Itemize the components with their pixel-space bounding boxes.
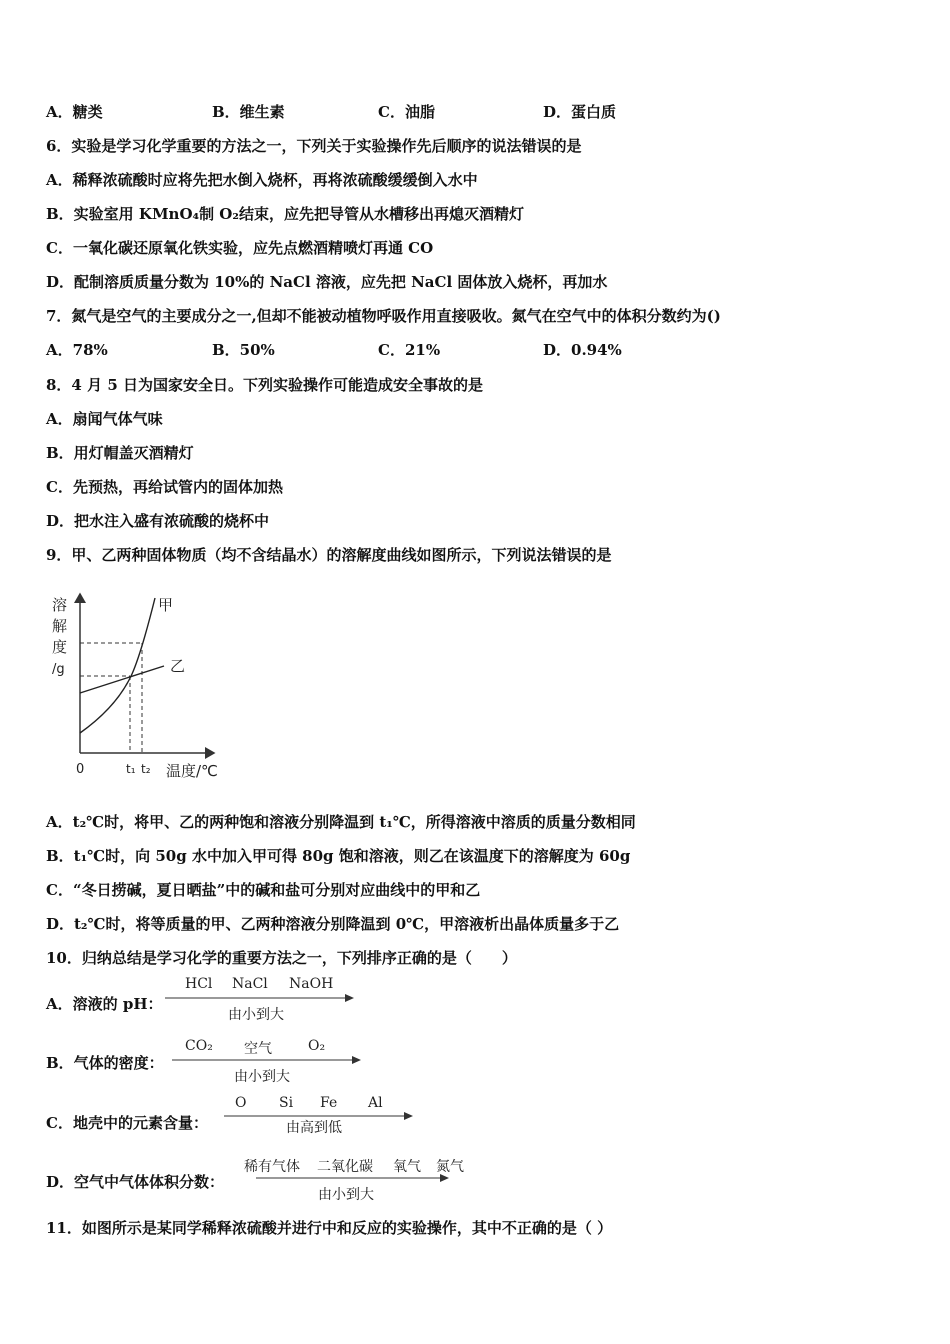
q10-option-b-label: B．气体的密度： — [46, 1054, 164, 1072]
q8-option-b: B．用灯帽盖灭酒精灯 — [46, 444, 194, 462]
q10-d-item-2: 二氧化碳 — [317, 1159, 373, 1175]
q10-d-item-3: 氧气 — [393, 1159, 421, 1175]
t1-label: t₁ — [126, 762, 136, 776]
x-axis-label: 温度/℃ — [166, 762, 218, 780]
series-label-yi: 乙 — [170, 657, 186, 675]
q10-d-arrow-label: 由小到大 — [318, 1187, 374, 1203]
q10-b-arrow-label: 由小到大 — [234, 1069, 290, 1085]
q7-stem: 7．氮气是空气的主要成分之一,但却不能被动植物呼吸作用直接吸收。氮气在空气中的体积分数约为() — [46, 307, 721, 325]
q5-option-d: D．蛋白质 — [543, 103, 617, 121]
y-label-char-1: 溶 — [52, 596, 68, 614]
q10-c-item-4: Al — [368, 1095, 383, 1111]
origin-label: 0 — [76, 762, 85, 777]
q7-option-a: A．78% — [46, 341, 108, 359]
q10-b-arrow — [172, 1054, 364, 1066]
q8-option-a: A．扇闻气体气味 — [46, 410, 163, 428]
q8-option-d: D．把水注入盛有浓硫酸的烧杯中 — [46, 512, 270, 530]
q10-a-arrow-label: 由小到大 — [228, 1007, 284, 1023]
q6-option-c: C．一氧化碳还原氧化铁实验，应先点燃酒精喷灯再通 CO — [46, 239, 434, 257]
q10-option-d-label: D．空气中气体体积分数： — [46, 1173, 225, 1191]
series-label-jia: 甲 — [158, 596, 174, 614]
q9-stem: 9．甲、乙两种固体物质（均不含结晶水）的溶解度曲线如图所示，下列说法错误的是 — [46, 546, 612, 564]
q10-a-item-3: NaOH — [289, 976, 334, 992]
q10-c-item-2: Si — [279, 1095, 294, 1111]
solubility-curve-figure — [44, 588, 234, 788]
q5-option-a: A．糖类 — [46, 103, 103, 121]
q10-c-item-3: Fe — [320, 1095, 338, 1111]
q10-a-arrow — [165, 992, 357, 1004]
q6-option-a: A．稀释浓硫酸时应将先把水倒入烧杯，再将浓硫酸缓缓倒入水中 — [46, 171, 478, 189]
q10-b-item-3: O₂ — [308, 1038, 326, 1054]
q10-a-item-2: NaCl — [232, 976, 268, 992]
q9-option-d: D．t₂℃时，将等质量的甲、乙两种溶液分别降温到 0℃，甲溶液析出晶体质量多于乙 — [46, 915, 620, 933]
t2-label: t₂ — [141, 762, 151, 776]
q10-c-arrow-label: 由高到低 — [286, 1120, 342, 1136]
y-label-char-3: 度 — [52, 638, 68, 656]
q8-stem: 8．4 月 5 日为国家安全日。下列实验操作可能造成安全事故的是 — [46, 376, 483, 394]
q9-option-c: C．“冬日捞碱，夏日晒盐”中的碱和盐可分别对应曲线中的甲和乙 — [46, 881, 481, 899]
q8-option-c: C．先预热，再给试管内的固体加热 — [46, 478, 283, 496]
q10-b-item-2: 空气 — [244, 1041, 272, 1057]
y-label-char-2: 解 — [52, 617, 68, 635]
q10-d-item-4: 氮气 — [436, 1159, 464, 1175]
q6-option-d: D．配制溶质质量分数为 10%的 NaCl 溶液，应先把 NaCl 固体放入烧杯，再加水 — [46, 273, 608, 291]
q7-option-c: C．21% — [378, 341, 441, 359]
q5-option-b: B．维生素 — [212, 103, 285, 121]
q10-d-item-1: 稀有气体 — [244, 1159, 300, 1175]
q6-stem: 6．实验是学习化学重要的方法之一，下列关于实验操作先后顺序的说法错误的是 — [46, 137, 582, 155]
q7-option-b: B．50% — [212, 341, 275, 359]
q10-b-item-1: CO₂ — [185, 1038, 213, 1054]
q10-option-a-label: A．溶液的 pH： — [46, 995, 163, 1013]
q10-d-arrow — [256, 1172, 452, 1184]
q6-option-b: B．实验室用 KMnO₄制 O₂结束，应先把导管从水槽移出再熄灭酒精灯 — [46, 205, 524, 223]
q5-option-c: C．油脂 — [378, 103, 435, 121]
curve-jia — [80, 598, 155, 733]
q10-a-item-1: HCl — [185, 976, 213, 992]
curve-yi — [80, 666, 164, 693]
q10-stem: 10．归纳总结是学习化学的重要方法之一，下列排序正确的是（ ） — [46, 949, 517, 967]
q7-option-d: D．0.94% — [543, 341, 622, 359]
q10-option-c-label: C．地壳中的元素含量： — [46, 1114, 208, 1132]
q11-stem: 11．如图所示是某同学稀释浓硫酸并进行中和反应的实验操作，其中不正确的是（ ） — [46, 1219, 613, 1237]
q9-option-b: B．t₁℃时，向 50g 水中加入甲可得 80g 饱和溶液，则乙在该温度下的溶解度为 60g — [46, 847, 631, 865]
q10-c-item-1: O — [235, 1095, 247, 1111]
y-label-char-4: /g — [52, 662, 65, 677]
q9-option-a: A．t₂℃时，将甲、乙的两种饱和溶液分别降温到 t₁℃，所得溶液中溶质的质量分数相同 — [46, 813, 636, 831]
